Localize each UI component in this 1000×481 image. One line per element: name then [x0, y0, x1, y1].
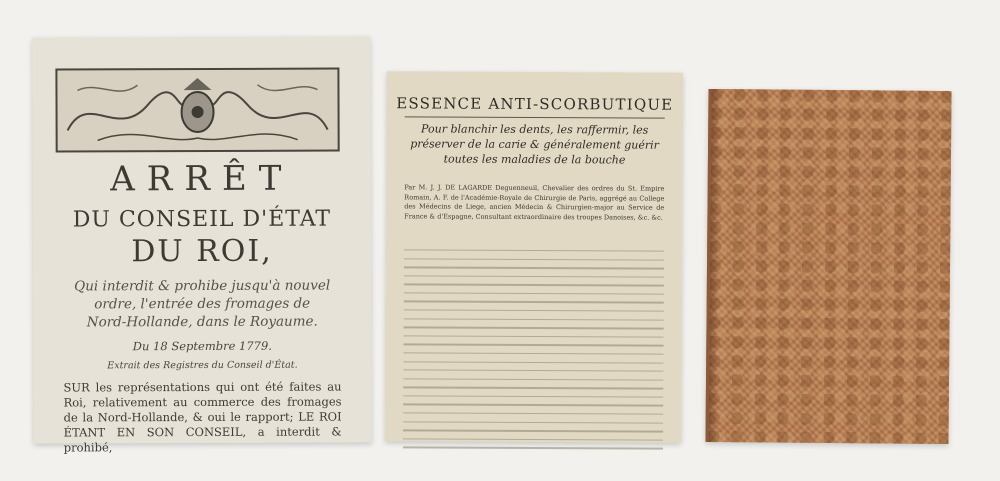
arret-document [32, 36, 371, 455]
arret-subtitle: Qui interdit & prohibe jusqu'à nouvel ordre, l'entrée des fromages de Nord-Hollande, dans le Royaume. [74, 277, 331, 331]
booklet-spine [708, 89, 719, 442]
arret-title: ARRÊT [110, 158, 294, 200]
essence-subtitle: Pour blanchir les dents, les raffermir, les préserver de la carie & généralement guérir toutes les maladies de la bouche [410, 122, 659, 167]
title-rule [405, 116, 665, 118]
arret-paragraph: SUR les représentations qui ont été faites au Roi, relativement au commerce des fromages de la Nord-Hollande, & oui le rapport; LE ROI ÉTANT EN SON CONSEIL, a interdit & prohibé, [63, 379, 342, 455]
essence-title: ESSENCE ANTI-SCORBUTIQUE [396, 94, 674, 114]
arret-king-line: DU ROI, [131, 233, 273, 270]
essence-body-text [403, 249, 664, 426]
arret-extract-line: Extrait des Registres du Conseil d'État. [107, 359, 298, 372]
arret-council-line: DU CONSEIL D'ÉTAT [72, 206, 332, 233]
arret-date: Du 18 Septembre 1779. [132, 338, 272, 354]
royal-arms-vignette [55, 68, 339, 153]
essence-document [385, 71, 683, 443]
ornament-illustration [57, 70, 337, 151]
essence-author: Par M. J. J. DE LAGARDE Deguenneuil, Chevalier des ordres du St. Empire Romain, A. F. de l'Académie-Royale de Chirurgie de Paris, aggrégé au College des Médecins de Liege, ancien Médecin & Chirurgien-major au Service de France & d'Espagne, Consultant extraordinaire des troupes Danoises, &c. &c. [404, 183, 665, 222]
marbled-booklet [705, 89, 951, 444]
